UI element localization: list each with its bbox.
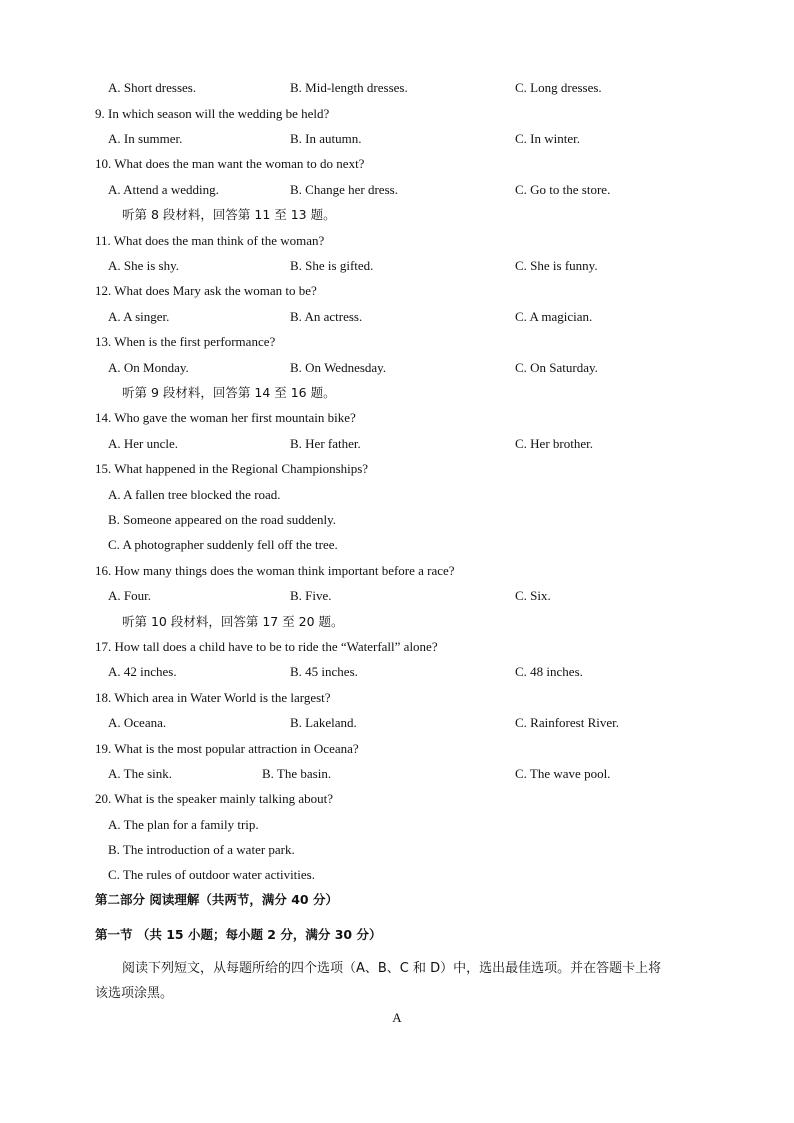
q14-option-b: B. Her father. [290,436,361,451]
q20-option-a: A. The plan for a family trip. [108,817,259,832]
reading-instructions-line-1: 阅读下列短文，从每题所给的四个选项（A、B、C 和 D）中，选出最佳选项。并在答题卡上将 [122,961,662,976]
q14-option-a: A. Her uncle. [108,436,179,451]
question-9: 9. In which season will the wedding be held? [95,106,330,121]
q8-option-a: A. Short dresses. [108,80,197,95]
section-instruction-10: 听第 10 段材料，回答第 17 至 20 题。 [122,614,344,629]
q10-option-a: A. Attend a wedding. [108,182,219,197]
q15-option-a: A. A fallen tree blocked the road. [108,487,281,502]
q18-option-a: A. Oceana. [108,715,167,730]
q12-option-a: A. A singer. [108,309,170,324]
q9-option-b: B. In autumn. [290,131,362,146]
q20-option-b: B. The introduction of a water park. [108,842,295,857]
q19-option-c: C. The wave pool. [515,766,611,781]
q9-option-a: A. In summer. [108,131,183,146]
question-11: 11. What does the man think of the woman? [95,233,325,248]
q11-option-a: A. She is shy. [108,258,180,273]
q17-option-a: A. 42 inches. [108,664,177,679]
q17-option-c: C. 48 inches. [515,664,583,679]
q10-option-b: B. Change her dress. [290,182,398,197]
q9-option-c: C. In winter. [515,131,580,146]
q19-option-b: B. The basin. [262,766,332,781]
part-two-heading: 第二部分 阅读理解（共两节，满分 40 分） [95,892,338,907]
q13-option-c: C. On Saturday. [515,360,598,375]
q11-option-c: C. She is funny. [515,258,598,273]
section-instruction-8: 听第 8 段材料，回答第 11 至 13 题。 [122,207,336,222]
q19-option-a: A. The sink. [108,766,173,781]
q18-option-c: C. Rainforest River. [515,715,619,730]
question-12: 12. What does Mary ask the woman to be? [95,283,317,298]
q15-option-c: C. A photographer suddenly fell off the tree. [108,537,338,552]
question-16: 16. How many things does the woman think important before a race? [95,563,455,578]
reading-instructions-line-2: 该选项涂黑。 [95,986,174,1001]
question-10: 10. What does the man want the woman to do next? [95,156,365,171]
question-14: 14. Who gave the woman her first mountain bike? [95,410,356,425]
q11-option-b: B. She is gifted. [290,258,374,273]
q16-option-b: B. Five. [290,588,332,603]
q13-option-a: A. On Monday. [108,360,189,375]
q17-option-b: B. 45 inches. [290,664,358,679]
q14-option-c: C. Her brother. [515,436,593,451]
question-15: 15. What happened in the Regional Championships? [95,461,369,476]
q12-option-b: B. An actress. [290,309,363,324]
q12-option-c: C. A magician. [515,309,593,324]
section-instruction-9: 听第 9 段材料，回答第 14 至 16 题。 [122,385,336,400]
q16-option-c: C. Six. [515,588,551,603]
question-18: 18. Which area in Water World is the largest? [95,690,331,705]
question-17: 17. How tall does a child have to be to ride the “Waterfall” alone? [95,639,438,654]
q16-option-a: A. Four. [108,588,151,603]
q20-option-c: C. The rules of outdoor water activities. [108,867,315,882]
question-13: 13. When is the first performance? [95,334,276,349]
q18-option-b: B. Lakeland. [290,715,357,730]
question-19: 19. What is the most popular attraction in Oceana? [95,741,359,756]
q13-option-b: B. On Wednesday. [290,360,387,375]
q8-option-c: C. Long dresses. [515,80,602,95]
q8-option-b: B. Mid-length dresses. [290,80,408,95]
section-one-heading: 第一节 （共 15 小题；每小题 2 分，满分 30 分） [95,927,382,942]
passage-label: A [392,1010,402,1025]
q15-option-b: B. Someone appeared on the road suddenly. [108,512,337,527]
q10-option-c: C. Go to the store. [515,182,611,197]
question-20: 20. What is the speaker mainly talking about? [95,791,334,806]
